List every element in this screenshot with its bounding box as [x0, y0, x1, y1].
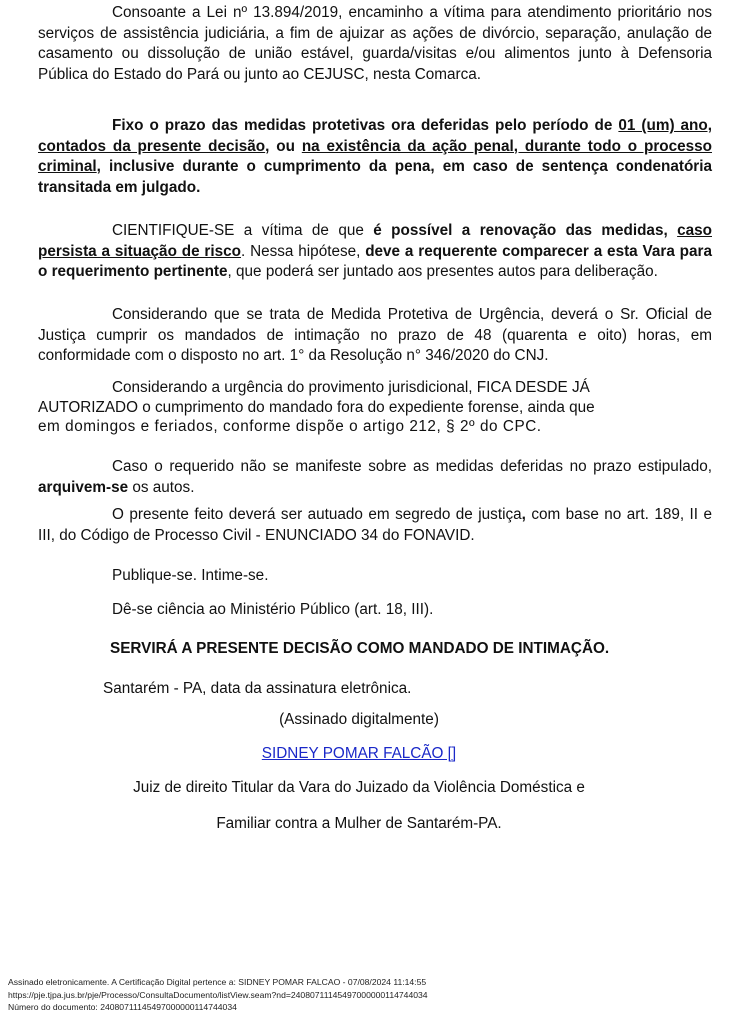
signature-name-link[interactable]: SIDNEY POMAR FALCÃO [] [261, 745, 457, 762]
paragraph-publique-se: Publique-se. Intime-se. [112, 567, 269, 584]
footer-url-line[interactable]: https://pje.tjpa.jus.br/pje/Processo/ConsultaDocumento/listView.seam?nd=24080711145497000000114744034 [8, 989, 428, 1000]
urgencia-line-2: AUTORIZADO o cumprimento do mandado fora do expediente forense, ainda que [38, 398, 595, 416]
paragraph-assistencia-judiciaria: Consoante a Lei nº 13.894/2019, encaminho a vítima para atendimento prioritário nos serviços de assistência judiciária, a fim de ajuizar as ações de divórcio, separação, anulação de casamento ou dissolução de união estável, guarda/visitas e/ou alimentos junto à Defensoria Pública do Estado do Pará ou junto ao CEJUSC, nesta Comarca. [38, 4, 712, 83]
paragraph-urgencia [38, 378, 712, 437]
signature-name-wrapper [0, 745, 726, 763]
signature-role-line-1: Juiz de direito Titular da Vara do Juizado da Violência Doméstica e [133, 779, 585, 796]
footer-document-number: Número do documento: 24080711145497000000114744034 [8, 1002, 237, 1013]
urgencia-line-3: em domingos e feriados, conforme dispõe o artigo 212, § 2º do CPC. [38, 418, 542, 436]
urgencia-line-1: Considerando a urgência do provimento jurisdicional, FICA DESDE JÁ [112, 379, 590, 396]
paragraph-ministerio-publico: Dê-se ciência ao Ministério Público (art. 18, III). [112, 601, 434, 618]
signature-status: (Assinado digitalmente) [279, 711, 439, 728]
electronic-signature-footer [8, 976, 728, 1014]
paragraph-cientifique: CIENTIFIQUE-SE a vítima de que é possível a renovação das medidas, caso persista a situação de risco. Nessa hipótese, deve a requerente comparecer a esta Vara para o requerimento pertinente, que poderá ser juntado aos presentes autos para deliberação. [38, 222, 712, 281]
paragraph-prazo-medidas: Fixo o prazo das medidas protetivas ora deferidas pelo período de 01 (um) ano, contados da presente decisão, ou na existência da ação penal, durante todo o processo criminal, inclusive durante o cumprimento da pena, em caso de sentença condenatória transitada em julgado. [38, 117, 712, 196]
paragraph-local-data: Santarém - PA, data da assinatura eletrônica. [103, 680, 412, 697]
paragraph-mandado-intimacao: SERVIRÁ A PRESENTE DECISÃO COMO MANDADO DE INTIMAÇÃO. [110, 640, 610, 657]
signature-role-line-2: Familiar contra a Mulher de Santarém-PA. [216, 815, 502, 832]
paragraph-segredo-justica: O presente feito deverá ser autuado em segredo de justiça, com base no art. 189, II e III, do Código de Processo Civil - ENUNCIADO 34 do FONAVID. [38, 506, 712, 544]
paragraph-oficial-justica: Considerando que se trata de Medida Protetiva de Urgência, deverá o Sr. Oficial de Justiça cumprir os mandados de intimação no prazo de 48 (quarenta e oito) horas, em conformidade com o disposto no art. 1° da Resolução n° 346/2020 do CNJ. [38, 306, 712, 365]
paragraph-arquivem-se: Caso o requerido não se manifeste sobre as medidas deferidas no prazo estipulado, arquivem-se os autos. [38, 458, 712, 496]
footer-signature-line: Assinado eletronicamente. A Certificação Digital pertence a: SIDNEY POMAR FALCAO - 07/08/2024 11:14:55 [8, 977, 427, 987]
